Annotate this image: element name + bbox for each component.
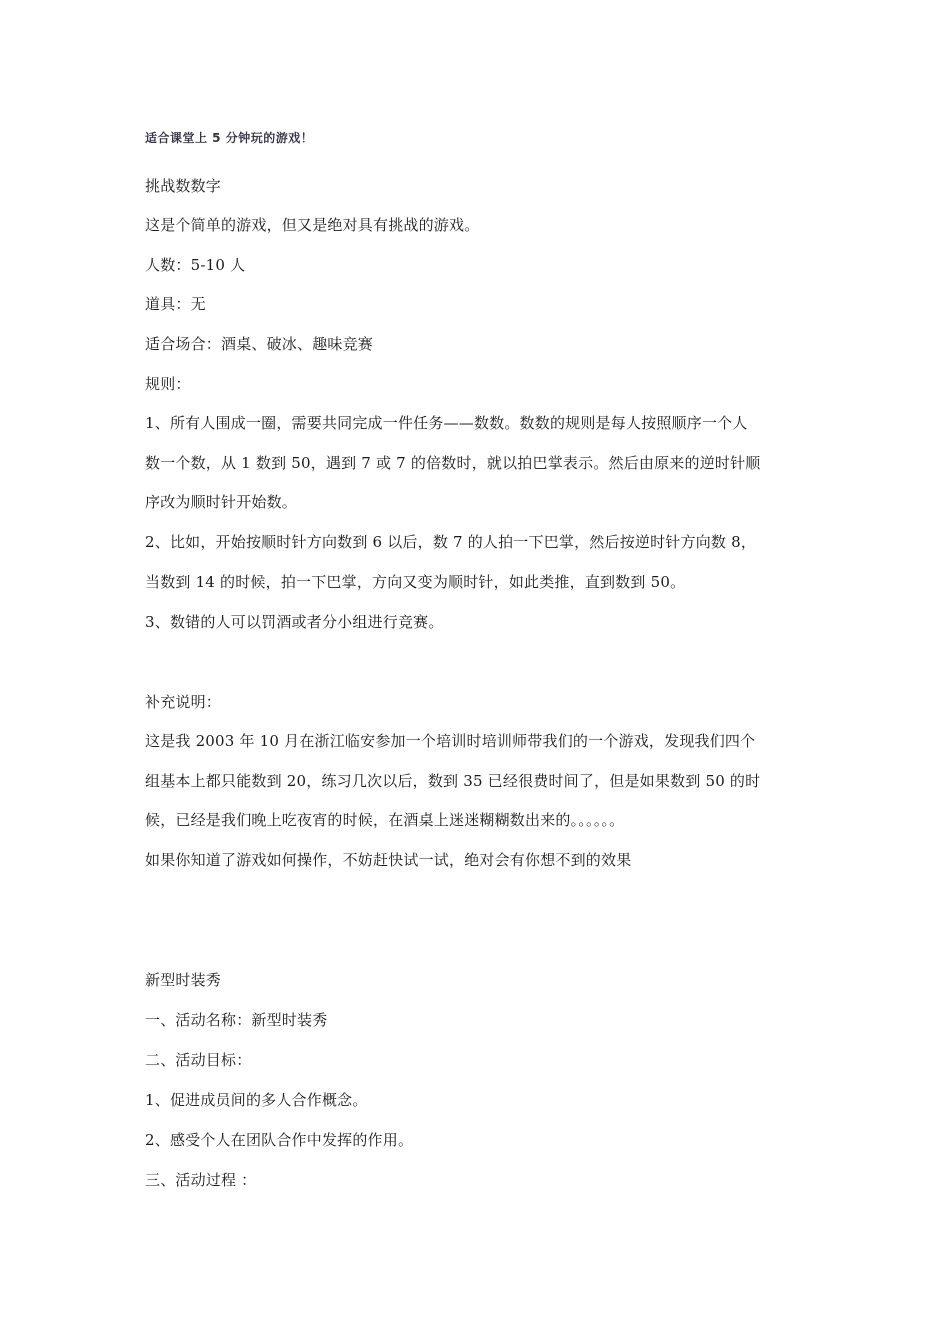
game1-rule1-line: 1、所有人围成一圈，需要共同完成一件任务——数数。数数的规则是每人按照顺序一个人	[145, 414, 748, 432]
game1-heading: 挑战数数字	[145, 177, 222, 195]
game2-goal-label: 二、活动目标：	[145, 1051, 252, 1069]
game2-goal1: 1、促进成员间的多人合作概念。	[145, 1091, 368, 1109]
game1-rules-label: 规则：	[145, 375, 191, 393]
game1-closing: 如果你知道了游戏如何操作，不妨赶快试一试，绝对会有你想不到的效果	[145, 851, 632, 869]
game2-goal2: 2、感受个人在团队合作中发挥的作用。	[145, 1131, 414, 1149]
game2-process-label: 三、活动过程 ：	[145, 1171, 257, 1189]
game1-supplement-label: 补充说明：	[145, 693, 222, 711]
game1-intro: 这是个简单的游戏，但又是绝对具有挑战的游戏。	[145, 216, 480, 234]
game2-heading: 新型时装秀	[145, 971, 222, 989]
game1-rule1-line: 序改为顺时针开始数。	[145, 493, 298, 511]
game1-rule3: 3、数错的人可以罚酒或者分小组进行竞赛。	[145, 613, 444, 631]
game1-rule2-line: 2、比如，开始按顺时针方向数到 6 以后，数 7 的人拍一下巴掌，然后按逆时针方向数 8，	[145, 533, 757, 551]
game1-props: 道具：无	[145, 295, 206, 313]
document-title: 适合课堂上 5 分钟玩的游戏！	[145, 131, 314, 145]
game1-occasion: 适合场合：酒桌、破冰、趣味竞赛	[145, 335, 374, 353]
game1-rule2-line: 当数到 14 的时候，拍一下巴掌，方向又变为顺时针，如此类推，直到数到 50。	[145, 573, 686, 591]
game2-name: 一、活动名称：新型时装秀	[145, 1011, 328, 1029]
game1-supplement-line: 候，已经是我们晚上吃夜宵的时候，在酒桌上迷迷糊糊数出来的。。。。。。	[145, 811, 625, 829]
game1-supplement-line: 组基本上都只能数到 20，练习几次以后，数到 35 已经很费时间了，但是如果数到 50 的时	[145, 772, 761, 790]
game1-people: 人数：5-10 人	[145, 256, 246, 274]
game1-supplement-line: 这是我 2003 年 10 月在浙江临安参加一个培训时培训师带我们的一个游戏，发现我们四个	[145, 732, 756, 750]
game1-rule1-line: 数一个数，从 1 数到 50，遇到 7 或 7 的倍数时，就以拍巴掌表示。然后由原来的逆时针顺	[145, 454, 761, 472]
